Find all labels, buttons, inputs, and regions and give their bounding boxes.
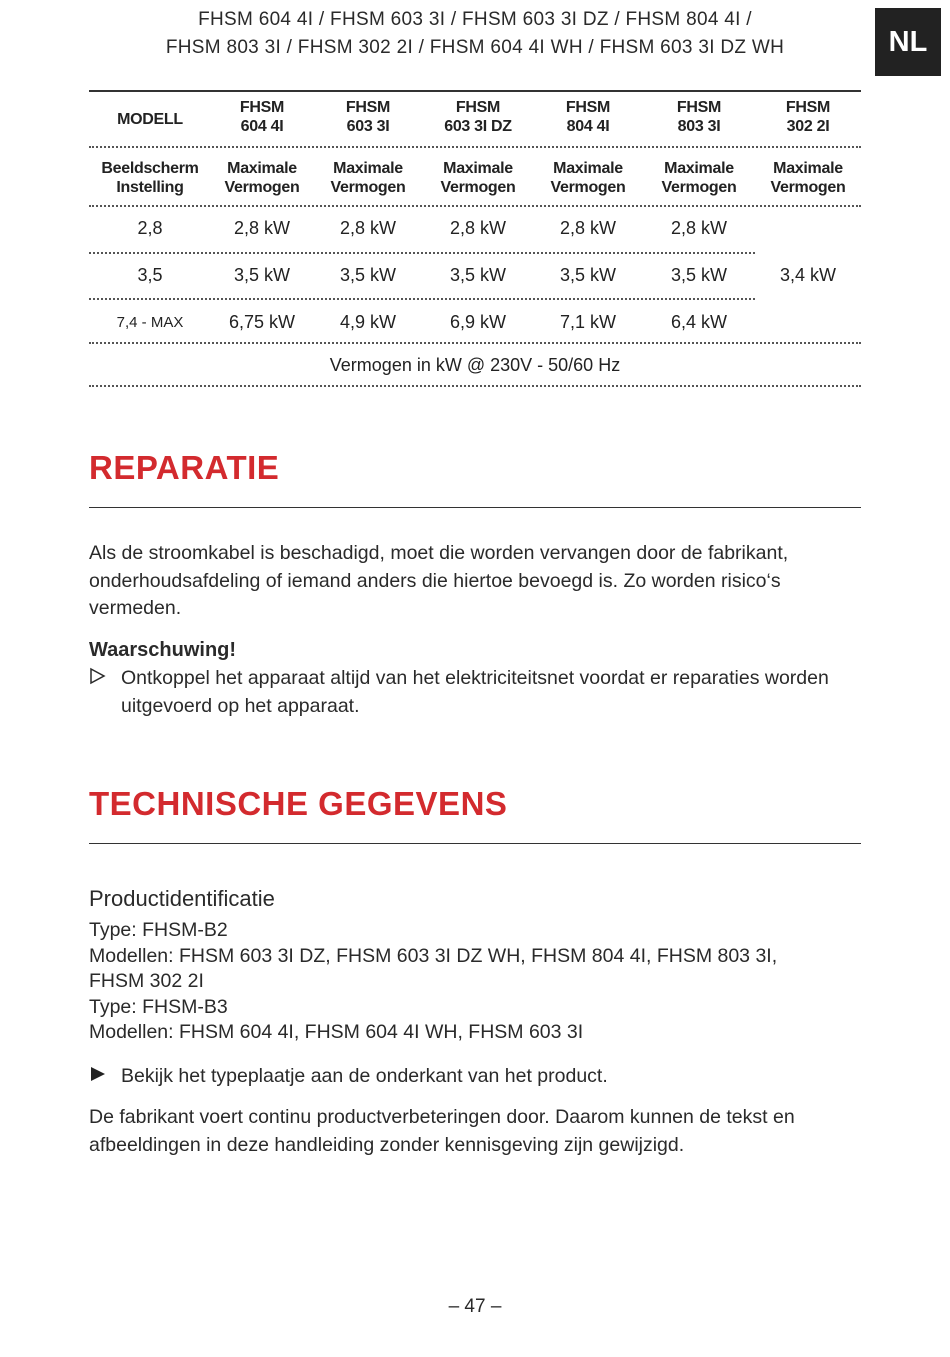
- outline-triangle-bullet-icon: [89, 667, 107, 685]
- table-row-2-setting: 3,5: [137, 265, 163, 285]
- language-badge: NL: [875, 8, 941, 76]
- model-header-4: FHSM 804 4I: [565, 99, 611, 135]
- page-number: – 47 –: [448, 1296, 502, 1317]
- table-row-1-setting: 2,8: [137, 218, 163, 238]
- merged-cell-302-2i: 3,4 kW: [779, 265, 836, 285]
- table-rule-3: [89, 252, 755, 254]
- table-rule-1: [89, 146, 861, 148]
- table-rule-2: [89, 205, 861, 207]
- header-models-line-1: FHSM 604 4I / FHSM 603 3I / FHSM 603 3I DZ / FHSM 804 4I /: [198, 9, 752, 30]
- table-top-rule: [89, 90, 861, 92]
- model-header-5: FHSM 803 3I: [676, 99, 722, 135]
- power-label-3: Maximale Vermogen: [440, 160, 516, 196]
- filled-triangle-bullet-icon: [89, 1065, 107, 1083]
- table-cell: 2,8 kW: [670, 218, 727, 238]
- model-header-2: FHSM 603 3I: [345, 99, 391, 135]
- product-identification-heading: Productidentificatie: [89, 886, 275, 911]
- table-cell: 6,4 kW: [670, 312, 727, 332]
- table-cell: 4,9 kW: [339, 312, 396, 332]
- model-header-3: FHSM 603 3I DZ: [444, 99, 512, 135]
- table-cell: 3,5 kW: [559, 265, 616, 285]
- setting-label: Beeldscherm Instelling: [101, 160, 199, 196]
- section-rule-technisch: [89, 843, 861, 844]
- power-label-1: Maximale Vermogen: [224, 160, 300, 196]
- table-row-3-setting: 7,4 - MAX: [116, 314, 184, 331]
- warning-text: Ontkoppel het apparaat altijd van het elektriciteitsnet voordat er reparaties worden uitgevoerd op het apparaat.: [121, 667, 829, 717]
- header-models-line-2: FHSM 803 3I / FHSM 302 2I / FHSM 604 4I WH / FHSM 603 3I DZ WH: [165, 37, 785, 58]
- typeplate-hint: Bekijk het typeplaatje aan de onderkant van het product.: [121, 1065, 608, 1087]
- table-cell: 3,5 kW: [670, 265, 727, 285]
- table-cell: 7,1 kW: [559, 312, 616, 332]
- table-cell: 2,8 kW: [339, 218, 396, 238]
- product-identification-list: Type: FHSM-B2 Modellen: FHSM 603 3I DZ, FHSM 603 3I DZ WH, FHSM 804 4I, FHSM 803 3I, FHSM 302 2I Type: FHSM-B3 Modellen: FHSM 604 4I, FHSM 604 4I WH, FHSM 603 3I: [89, 919, 778, 1043]
- power-label-2: Maximale Vermogen: [330, 160, 406, 196]
- table-bottom-rule: [89, 385, 861, 387]
- table-cell: 3,5 kW: [339, 265, 396, 285]
- section-rule-reparatie: [89, 507, 861, 508]
- section-title-reparatie: REPARATIE: [89, 449, 280, 486]
- table-footer-note: Vermogen in kW @ 230V - 50/60 Hz: [329, 355, 621, 375]
- table-cell: 3,5 kW: [233, 265, 290, 285]
- table-cell: 2,8 kW: [559, 218, 616, 238]
- section-title-technische-gegevens: TECHNISCHE GEGEVENS: [89, 785, 508, 822]
- reparatie-paragraph: Als de stroomkabel is beschadigd, moet die worden vervangen door de fabrikant, onderhoudsafdeling of iemand anders die hiertoe bevoegd is. Zo worden risico‘s vermeden.: [89, 542, 789, 619]
- model-header-1: FHSM 604 4I: [239, 99, 285, 135]
- table-rule-4: [89, 298, 755, 300]
- power-label-4: Maximale Vermogen: [550, 160, 626, 196]
- table-cell: 2,8 kW: [233, 218, 290, 238]
- table-rule-5: [89, 342, 861, 344]
- table-cell: 6,75 kW: [228, 312, 296, 332]
- warning-title: Waarschuwing!: [89, 639, 237, 661]
- model-header-6: FHSM 302 2I: [785, 99, 831, 135]
- table-cell: 6,9 kW: [449, 312, 506, 332]
- closing-paragraph: De fabrikant voert continu productverbeteringen door. Daarom kunnen de tekst en afbeeldingen in deze handleiding zonder kennisgeving zijn gewijzigd.: [89, 1106, 795, 1156]
- power-label-5: Maximale Vermogen: [661, 160, 737, 196]
- table-cell: 2,8 kW: [449, 218, 506, 238]
- model-label: MODELL: [117, 111, 183, 128]
- table-cell: 3,5 kW: [449, 265, 506, 285]
- power-label-6: Maximale Vermogen: [770, 160, 846, 196]
